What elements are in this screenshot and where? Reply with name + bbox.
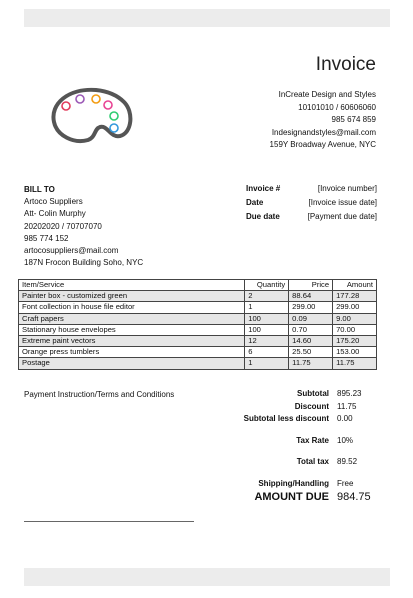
total-tax-label: Total tax [296, 457, 329, 466]
total-tax-value: 89.52 [337, 457, 358, 466]
cell-quantity: 1 [245, 302, 289, 313]
amount-due-row [200, 491, 380, 507]
meta-label: Invoice # [246, 184, 281, 193]
tax-rate-label: Tax Rate [296, 435, 329, 445]
subtotal-label: Subtotal [297, 389, 329, 398]
shipping-label: Shipping/Handling [258, 478, 329, 488]
totals-block [200, 389, 380, 507]
cell-amount: 299.00 [333, 302, 377, 313]
company-address: 159Y Broadway Avenue, NYC [269, 140, 376, 150]
cell-amount: 70.00 [333, 324, 377, 335]
cell-price: 88.64 [289, 291, 333, 302]
amount-due-label: AMOUNT DUE [254, 491, 329, 503]
bill-to-heading: BILL TO [24, 185, 55, 194]
subtotal-row [200, 389, 380, 402]
cell-quantity: 6 [245, 347, 289, 358]
tax-rate-value: 10% [337, 435, 354, 445]
cell-item: Font collection in house file editor [19, 302, 245, 313]
cell-amount: 9.00 [333, 313, 377, 324]
header-item: Item/Service [19, 280, 245, 291]
amount-due-value: 984.75 [337, 491, 371, 503]
table-row [19, 347, 377, 358]
subtotal-less-value: 0.00 [337, 414, 353, 423]
table-row [19, 358, 377, 369]
subtotal-less-row [200, 414, 380, 427]
meta-due-date [246, 212, 377, 226]
signature-line [24, 521, 194, 522]
cell-item: Craft papers [19, 313, 245, 324]
meta-date [246, 198, 377, 212]
paint-dot-blue [110, 124, 118, 132]
cell-item: Stationary house envelopes [19, 324, 245, 335]
shipping-value: Free [337, 478, 354, 488]
total-tax-row [200, 457, 380, 470]
header-price: Price [289, 280, 333, 291]
cell-item: Orange press tumblers [19, 347, 245, 358]
cell-price: 0.09 [289, 313, 333, 324]
meta-label: Date [246, 198, 264, 208]
bill-to-name: Artoco Suppliers [24, 197, 83, 207]
cell-item: Postage [19, 358, 245, 369]
cell-price: 11.75 [289, 358, 333, 369]
cell-price: 299.00 [289, 302, 333, 313]
company-info [270, 89, 376, 152]
meta-value: [Invoice number] [317, 184, 377, 193]
subtotal-value: 895.23 [337, 389, 362, 398]
paint-dot-red [62, 102, 70, 110]
company-name: InCreate Design and Styles [278, 90, 376, 99]
bill-to-phone: 20202020 / 70707070 [24, 221, 102, 231]
line-items-table [18, 279, 377, 370]
cell-price: 25.50 [289, 347, 333, 358]
cell-quantity: 12 [245, 335, 289, 346]
paint-dot-pink [104, 101, 112, 109]
cell-amount: 175.20 [333, 335, 377, 346]
meta-value: [Invoice issue date] [308, 198, 377, 208]
paint-dot-green [110, 112, 118, 120]
cell-amount: 153.00 [333, 347, 377, 358]
cell-quantity: 1 [245, 358, 289, 369]
table-row [19, 313, 377, 324]
table-row [19, 335, 377, 346]
table-row [19, 302, 377, 313]
paint-dot-orange [92, 95, 100, 103]
table-row [19, 324, 377, 335]
cell-quantity: 100 [245, 324, 289, 335]
discount-value: 11.75 [337, 401, 357, 411]
cell-amount: 177.28 [333, 291, 377, 302]
cell-price: 14.60 [289, 335, 333, 346]
table-row [19, 291, 377, 302]
palette-logo-icon [44, 82, 136, 158]
paint-dot-purple [76, 95, 84, 103]
bottom-banner [24, 568, 390, 586]
tax-rate-row [200, 436, 380, 449]
invoice-title: Invoice [315, 54, 376, 75]
invoice-meta [246, 184, 377, 227]
meta-invoice-number [246, 184, 377, 198]
bill-to-attn: Att- Colin Murphy [24, 209, 86, 219]
subtotal-less-label: Subtotal less discount [243, 414, 329, 423]
cell-amount: 11.75 [333, 358, 377, 369]
cell-price: 0.70 [289, 324, 333, 335]
bill-to-email: artocosuppliers@mail.com [24, 246, 119, 256]
meta-value: [Payment due date] [307, 212, 377, 222]
cell-quantity: 2 [245, 291, 289, 302]
bill-to-phone-alt: 985 774 152 [24, 233, 69, 243]
top-banner [24, 9, 390, 27]
cell-item: Extreme paint vectors [19, 335, 245, 346]
bill-to-address: 187N Frocon Building Soho, NYC [24, 258, 144, 268]
bill-to-block [24, 184, 143, 269]
discount-label: Discount [294, 401, 329, 411]
company-phone-alt: 985 674 859 [331, 115, 376, 125]
company-email: Indesignandstyles@mail.com [271, 127, 376, 137]
cell-item: Painter box - customized green [19, 291, 245, 302]
header-quantity: Quantity [245, 280, 289, 291]
table-header-row [19, 280, 377, 291]
payment-terms-label: Payment Instruction/Terms and Conditions [24, 390, 175, 399]
discount-row [200, 402, 380, 415]
meta-label: Due date [246, 212, 280, 222]
cell-quantity: 100 [245, 313, 289, 324]
company-phone: 10101010 / 60606060 [298, 102, 376, 112]
shipping-row [200, 479, 380, 492]
header-amount: Amount [333, 280, 377, 291]
